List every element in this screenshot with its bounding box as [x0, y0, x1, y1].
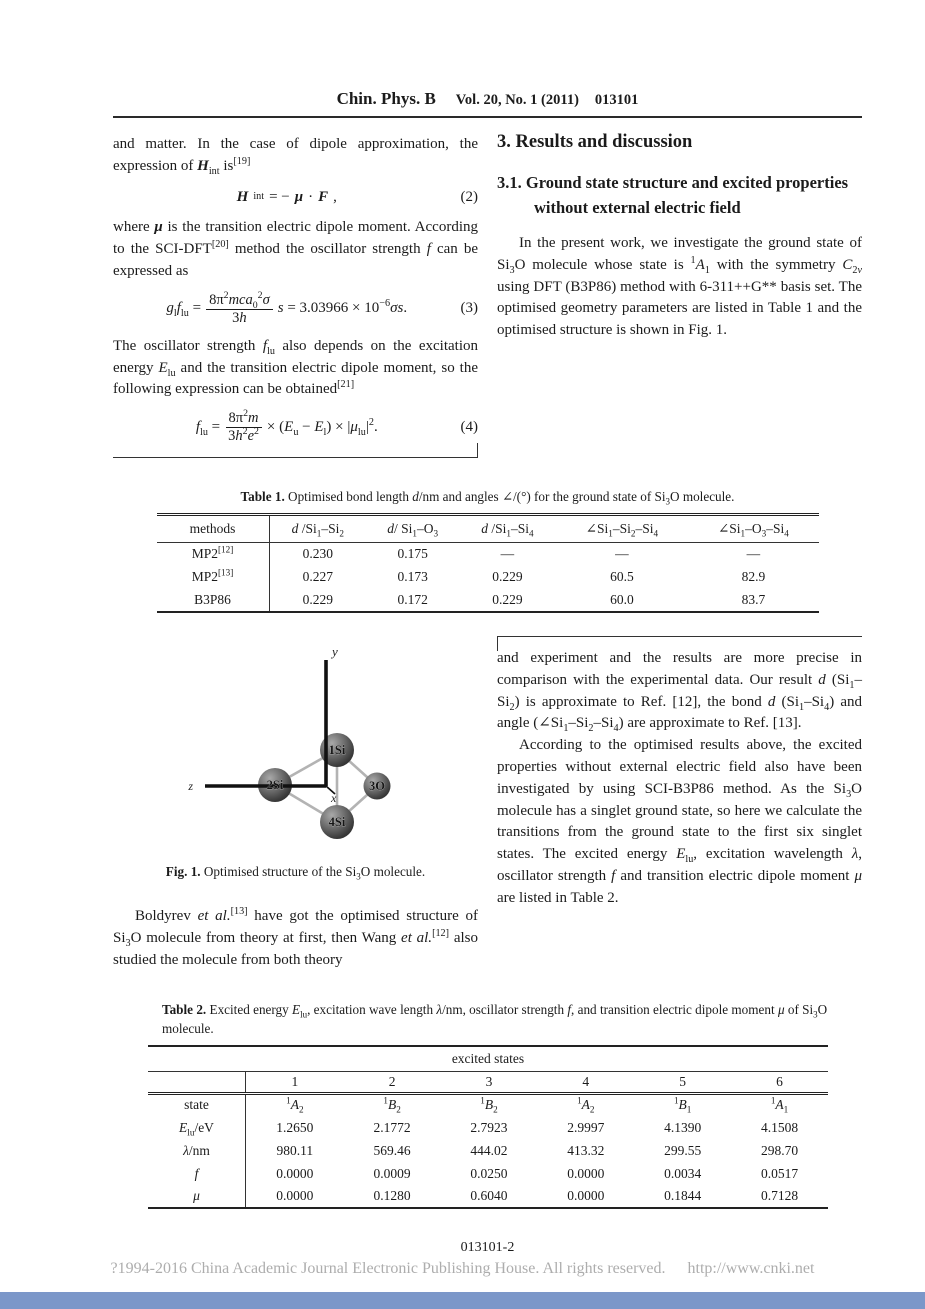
column-header: 1	[291, 1073, 299, 1089]
fraction-denominator: 3h	[232, 309, 247, 326]
table-cell: 0.229	[492, 569, 523, 584]
copyright-text: ?1994-2016 China Academic Journal Electronic Publishing House. All rights reserved.	[110, 1260, 666, 1277]
table-cell: 980.11	[276, 1142, 314, 1158]
column-header: d $/Si_1-Si_4$	[481, 521, 534, 539]
table-cell: $^1A_2$	[577, 1095, 595, 1115]
row-label: μ	[148, 1185, 246, 1208]
table-cell: 60.5	[610, 569, 634, 584]
paragraph: where μ is the transition electric dipole moment. According to the SCI-DFT[20] method the oscillator strength f can be expressed as	[113, 219, 478, 279]
table-cell: 0.1844	[664, 1188, 702, 1203]
table1-caption: Table 1. Optimised bond length d/nm and angles ∠/(°) for the ground state of $Si_3O$ molecule.	[240, 489, 735, 507]
bottom-bar	[0, 1292, 925, 1309]
table-cell: 2.1772	[373, 1119, 411, 1135]
column-header: d $/Si_1-Si_2$	[291, 521, 344, 539]
table-cell: 1.2650	[276, 1119, 314, 1135]
table-row	[157, 566, 819, 589]
section-heading: 3. Results and discussion	[497, 132, 693, 152]
equation-body	[113, 289, 461, 327]
equation-3	[113, 289, 478, 327]
table-cell: 4.1508	[760, 1119, 799, 1135]
table-row	[157, 589, 819, 612]
table-cell: 0.0250	[470, 1165, 508, 1181]
right-column-continued	[497, 648, 862, 910]
column-header: $\angle Si_1-O_3-Si_4$	[717, 521, 789, 539]
column-header: $\angle Si_1-Si_2-Si_4$	[585, 521, 659, 539]
row-label: f	[148, 1162, 246, 1185]
subsection-heading: 3.1. Ground state structure and excited properties without external electric field	[497, 173, 849, 217]
fraction-denominator: $3h^2e^2$	[228, 426, 259, 445]
table-header-row	[148, 1071, 828, 1093]
table-row	[148, 1162, 828, 1185]
equation-number: (3)	[460, 300, 478, 317]
table-cell: $^1B_2$	[480, 1095, 498, 1115]
eq-lhs: $g_lf_{lu}$ =	[166, 300, 202, 320]
atom-label-3O: 3O	[369, 779, 385, 793]
equation-body	[113, 410, 461, 445]
right-column	[497, 130, 862, 342]
table-cell: 0.7128	[760, 1188, 799, 1203]
table-cell: $^1A_1$	[770, 1095, 789, 1115]
left-column	[113, 134, 478, 454]
table-cell: 0.1280	[373, 1188, 411, 1203]
table-cell: 299.55	[664, 1142, 702, 1158]
volume-info: Vol. 20, No. 1 (2011)	[455, 92, 579, 108]
table-cell: $^1B_1$	[673, 1095, 692, 1115]
table-row	[157, 543, 819, 566]
table-cell: —	[500, 546, 515, 562]
atom-label-4Si: 4Si	[328, 815, 346, 829]
table-row	[148, 1139, 828, 1162]
equation-4	[113, 410, 478, 445]
column-header: 3	[485, 1073, 493, 1089]
paragraph: and experiment and the results are more precise in comparison with the experimental data. Our result d $(Si_1-Si_2)$ is approximate to Ref. [12], the bond d $(Si_1-Si_4)$ and angle $(\angle Si_1-Si_2-Si_4)$ are approximate to Ref. [13].	[497, 650, 862, 735]
row-label: state	[148, 1093, 246, 1116]
column-header: 6	[776, 1073, 783, 1089]
table1-section	[113, 487, 862, 613]
paragraph: The oscillator strength $f_{lu}$ also depends on the excitation energy $E_{lu}$ and the transition electric dipole moment, so the following expression can be obtained[21]	[113, 337, 478, 398]
row-label: $E_{lu}/eV$	[148, 1116, 246, 1139]
figure1	[113, 642, 478, 881]
fraction-numerator: $8\pi^2mca_0^2\sigma$	[206, 292, 273, 310]
table-cell: 82.9	[741, 569, 766, 584]
table-cell: 0.0000	[276, 1188, 314, 1203]
table-cell: 0.0034	[664, 1165, 702, 1181]
table-row	[148, 1185, 828, 1208]
row-label: λ/nm	[148, 1139, 246, 1162]
table-cell: B3P86	[157, 589, 270, 612]
fraction	[225, 410, 262, 445]
figure1-caption: Fig. 1. Optimised structure of the $Si_3O$ molecule.	[165, 864, 426, 882]
table-header-row	[157, 515, 819, 543]
paragraph: Boldyrev et al.[13] have got the optimised structure of $Si_3O$ molecule from theory at first, then Wang et al.[12] also studied the molecule from both theory	[113, 906, 478, 968]
y-axis-label: y	[332, 644, 338, 659]
table-cell: 60.0	[610, 591, 634, 607]
table-cell: MP2[13]	[157, 566, 270, 589]
table-cell: 413.32	[567, 1142, 605, 1158]
rule-tick	[477, 443, 478, 457]
table-row	[148, 1093, 828, 1116]
eq-rhs: $s = 3.03966 \times 10^{-6}\sigma s$.	[277, 298, 408, 317]
table1	[157, 513, 819, 613]
column-header: 4	[582, 1073, 590, 1089]
table-cell: 0.0517	[760, 1165, 799, 1181]
z-axis-label: z	[188, 779, 193, 793]
atom-label-1Si: 1Si	[328, 743, 346, 757]
paragraph: According to the optimised results above, the excited properties without external electric field also have been investigated by using SCI-B3P86 method. As the $Si_3O$ molecule has a singlet ground state, so here we calculate the transitions from the ground state to the first six singlet states. The excited energy $E_{lu}$, excitation wavelength λ, oscillator strength f and transition electric dipole moment μ are listed in Table 2.	[497, 737, 862, 906]
table-cell: 0.0000	[567, 1188, 605, 1203]
molecule-structure-image	[113, 642, 478, 852]
paragraph: and matter. In the case of dipole approximation, the expression of $H_{int}$ is[19]	[113, 136, 478, 177]
fraction-numerator: $8\pi^2m$	[226, 410, 262, 428]
column-end-rule	[113, 443, 478, 458]
table2-caption: Table 2. Excited energy $E_{lu}$, excitation wave length λ/nm, oscillator strength f, and transition electric dipole moment μ of $Si_3O$ molecule.	[162, 1002, 828, 1036]
table-cell: —	[746, 546, 761, 562]
table-cell: 0.0000	[276, 1165, 314, 1181]
table-cell: 2.7923	[470, 1119, 508, 1135]
eq-lhs: $f_{lu}$ =	[195, 418, 221, 438]
table-cell: 0.230	[302, 546, 333, 562]
table-cell: 0.229	[492, 591, 523, 607]
table-cell: 0.229	[302, 591, 333, 607]
table-cell: 2.9997	[567, 1119, 605, 1135]
column-header: 5	[679, 1073, 687, 1089]
table-cell: MP2[12]	[157, 543, 270, 566]
paragraph: In the present work, we investigate the ground state of $Si_3O$ molecule whose state is $^1A_1$ with the symmetry $C_{2v}$ using DFT (B3P86) method with 6-311++G** basis set. The optimised geometry parameters are listed in Table 1 and the optimised structure is shown in Fig. 1.	[497, 235, 862, 339]
table-cell: 0.6040	[470, 1188, 508, 1203]
copyright-line	[0, 1260, 925, 1278]
column-header: 2	[388, 1073, 396, 1089]
table-row	[148, 1116, 828, 1139]
table-group-header-row	[148, 1046, 828, 1071]
table-cell: 298.70	[760, 1142, 799, 1158]
page-header	[113, 89, 862, 118]
x-axis-label: x	[331, 791, 337, 805]
table-cell: $^1B_2$	[383, 1095, 401, 1115]
table-cell: 0.227	[302, 569, 333, 584]
table-cell: 0.172	[397, 591, 428, 607]
equation-number: (2)	[460, 188, 478, 205]
journal-title: Chin. Phys. B	[336, 89, 436, 108]
table-cell: 0.175	[397, 546, 428, 562]
atom-label-2Si: 2Si	[266, 778, 284, 792]
equation-number: (4)	[460, 418, 478, 435]
page-number: 013101-2	[460, 1240, 515, 1255]
copyright-url: http://www.cnki.net	[687, 1260, 815, 1277]
column-header	[148, 1071, 246, 1093]
group-header: excited states	[451, 1050, 525, 1066]
column-header: methods	[157, 515, 270, 543]
table-cell: $^1A_2$	[286, 1095, 304, 1115]
table-cell: 444.02	[470, 1142, 508, 1158]
table-cell: 83.7	[741, 591, 766, 607]
equation-2	[113, 187, 478, 209]
table-cell: 0.173	[397, 569, 428, 584]
table2	[148, 1045, 828, 1209]
eq-rhs: × $(E_u - E_l) \times |\mu_{lu}|^2$.	[266, 416, 378, 438]
table2-section	[148, 1000, 831, 1209]
table-cell: 0.0009	[373, 1165, 411, 1181]
table-cell: —	[615, 546, 629, 562]
article-number: 013101	[594, 92, 639, 108]
equation-body: H int = − μ · F ,	[236, 188, 337, 205]
table-cell: 569.46	[373, 1142, 411, 1158]
table-cell: 4.1390	[664, 1119, 702, 1135]
fraction	[206, 289, 273, 327]
table-cell: 0.0000	[567, 1165, 605, 1181]
column-header: d/ $Si_1-O_3$	[387, 521, 439, 539]
